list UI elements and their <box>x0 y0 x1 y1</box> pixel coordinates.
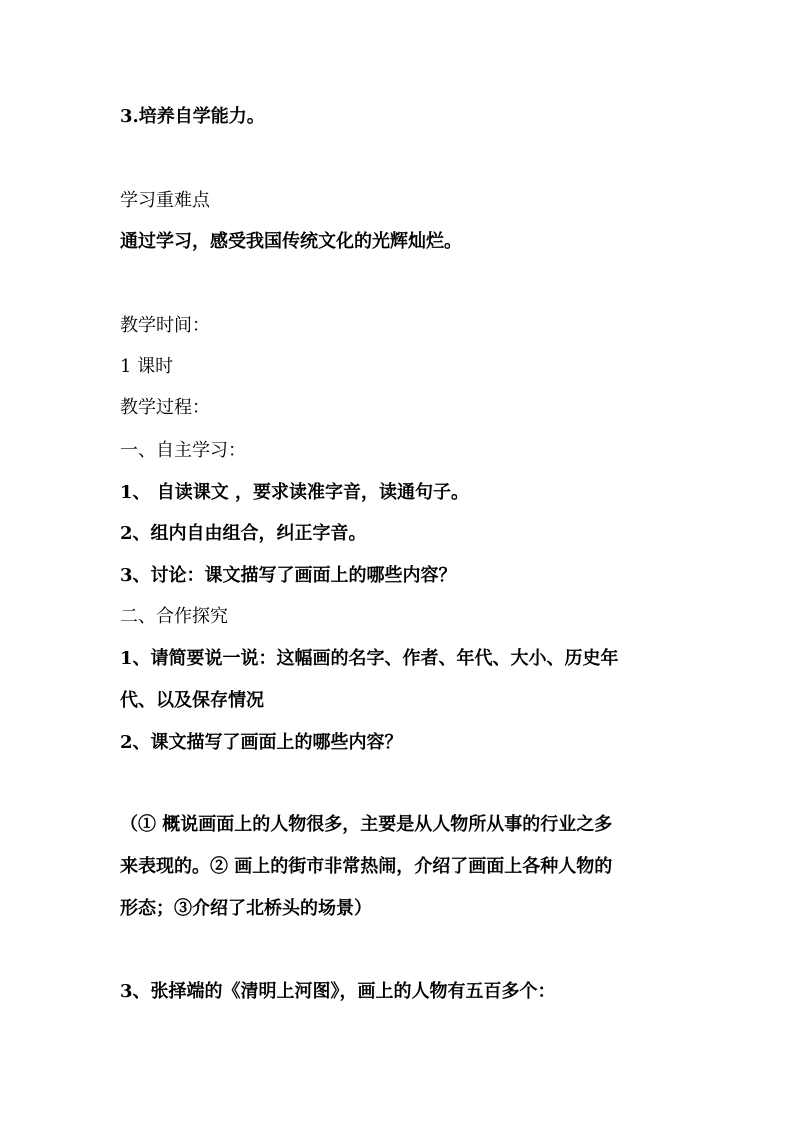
section2-item-2: 2、课文描写了画面上的哪些内容？ <box>120 732 403 753</box>
section2-heading: 二、合作探究 <box>120 606 228 627</box>
section1-item-1: 1、 自读课文 ，要求读准字音，读通句子。 <box>120 482 470 503</box>
difficulty-heading: 学习重难点 <box>120 190 210 211</box>
answer-line-3: 形态；③介绍了北桥头的场景） <box>120 898 372 919</box>
process-heading: 教学过程： <box>120 397 210 418</box>
section2-item-1-line-1: 1、请简要说一说：这幅画的名字、作者、年代、大小、历史年 <box>120 648 619 669</box>
section1-heading: 一、自主学习： <box>120 440 246 461</box>
time-value: 1 课时 <box>120 356 174 377</box>
section1-item-2: 2、组内自由组合，纠正字音。 <box>120 523 367 544</box>
answer-line-2: 来表现的。② 画上的街市非常热闹，介绍了画面上各种人物的 <box>120 856 613 877</box>
difficulty-text: 通过学习，感受我国传统文化的光辉灿烂。 <box>120 231 462 252</box>
answer-line-1: （① 概说画面上的人物很多，主要是从人物所从事的行业之多 <box>120 814 613 835</box>
teaching-goal-3: 3.培养自学能力。 <box>120 106 265 127</box>
section2-item-3: 3、张择端的《清明上河图》，画上的人物有五百多个： <box>120 981 556 1002</box>
section2-item-1-line-2: 代、以及保存情况 <box>120 690 264 711</box>
section1-item-3: 3、讨论：课文描写了画面上的哪些内容？ <box>120 565 457 586</box>
time-heading: 教学时间： <box>120 315 210 336</box>
